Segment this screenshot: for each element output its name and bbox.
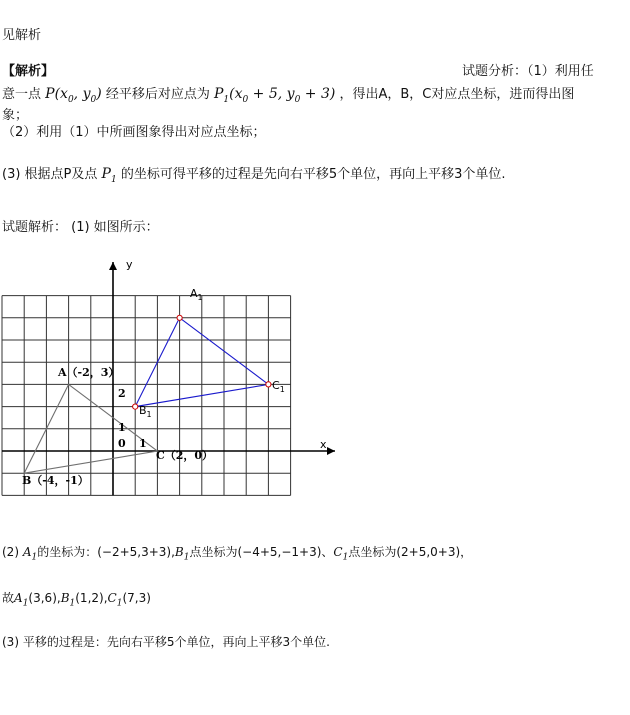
analysis-line1-post: ，得出A，B，C对应点坐标，进而得出图 bbox=[339, 87, 575, 102]
label-point-c: C（2，0） bbox=[156, 449, 214, 462]
a1-result-symbol: $A_1$ bbox=[14, 591, 29, 609]
c1-result-symbol: $C_1$ bbox=[107, 591, 123, 609]
solution-heading: 试题解析： (1) 如图所示： bbox=[2, 220, 159, 235]
figure-labels bbox=[22, 258, 327, 487]
analysis-line4-pre: (3) 根据点P及点 bbox=[2, 167, 98, 182]
analysis-tag: 【解析】 bbox=[2, 64, 55, 79]
y-axis-arrow bbox=[109, 262, 117, 270]
tick-y-two: 2 bbox=[118, 387, 126, 400]
x-axis-arrow bbox=[327, 447, 335, 455]
b1-result-symbol: $B_1$ bbox=[60, 591, 76, 609]
label-point-a: A（-2，3） bbox=[58, 366, 120, 379]
grid-lines bbox=[2, 296, 291, 496]
analysis-line-3: （2）利用（1）中所画图象得出对应点坐标； bbox=[2, 125, 266, 140]
point-p1: $P_1(x_0 + 5$, $y_0 + 3$) bbox=[213, 86, 336, 105]
label-point-c1: $C_1$ bbox=[272, 379, 285, 394]
analysis-line1-pre: 意一点 bbox=[2, 87, 42, 102]
y-axis-label: y bbox=[126, 258, 133, 271]
point-p1-ref: $P_1$ bbox=[101, 166, 117, 185]
analysis-line-2: 象； bbox=[2, 108, 29, 123]
vertex-b1 bbox=[133, 404, 138, 409]
a1-symbol: $A_1$ bbox=[22, 545, 38, 563]
tick-x-one: 1 bbox=[139, 437, 147, 450]
label-point-a1: $A_1$ bbox=[190, 287, 203, 302]
x-axis-label: x bbox=[320, 438, 327, 451]
point-p: $P(x_0$, $y_0$) bbox=[45, 86, 102, 105]
answer-reference: 见解析 bbox=[2, 28, 42, 43]
tick-y-one: 1 bbox=[118, 421, 126, 434]
analysis-line1-mid: 经平移后对应点为 bbox=[105, 87, 210, 102]
solution-part-3: (3) 平移的过程是：先向右平移5个单位，再向上平移3个单位. bbox=[2, 635, 330, 649]
vertex-a1 bbox=[177, 315, 182, 320]
label-point-b: B（-4，-1） bbox=[22, 474, 89, 487]
solution-conclusion: 故$A_1(3,6),B_1(1,2),C_1(7,3)$ bbox=[2, 591, 151, 609]
analysis-line4-post: 的坐标可得平移的过程是先向右平移5个单位，再向上平移3个单位. bbox=[120, 167, 506, 182]
solution-part-2: (2) $A_1$的坐标为：$(-2+5,3+3),B_1$点坐标为(−4+5,−1+3)、$C_1$点坐标为(2+5,0+3)， bbox=[2, 545, 473, 563]
c1-symbol: $C_1$ bbox=[333, 545, 349, 563]
vertex-c1 bbox=[266, 382, 271, 387]
analysis-heading: 试题分析：（1）利用任 bbox=[462, 64, 594, 79]
origin-label: 0 bbox=[118, 437, 126, 450]
triangles bbox=[24, 315, 271, 473]
label-point-b1: $B_1$ bbox=[139, 404, 152, 419]
b1-symbol: $B_1$ bbox=[174, 545, 190, 563]
